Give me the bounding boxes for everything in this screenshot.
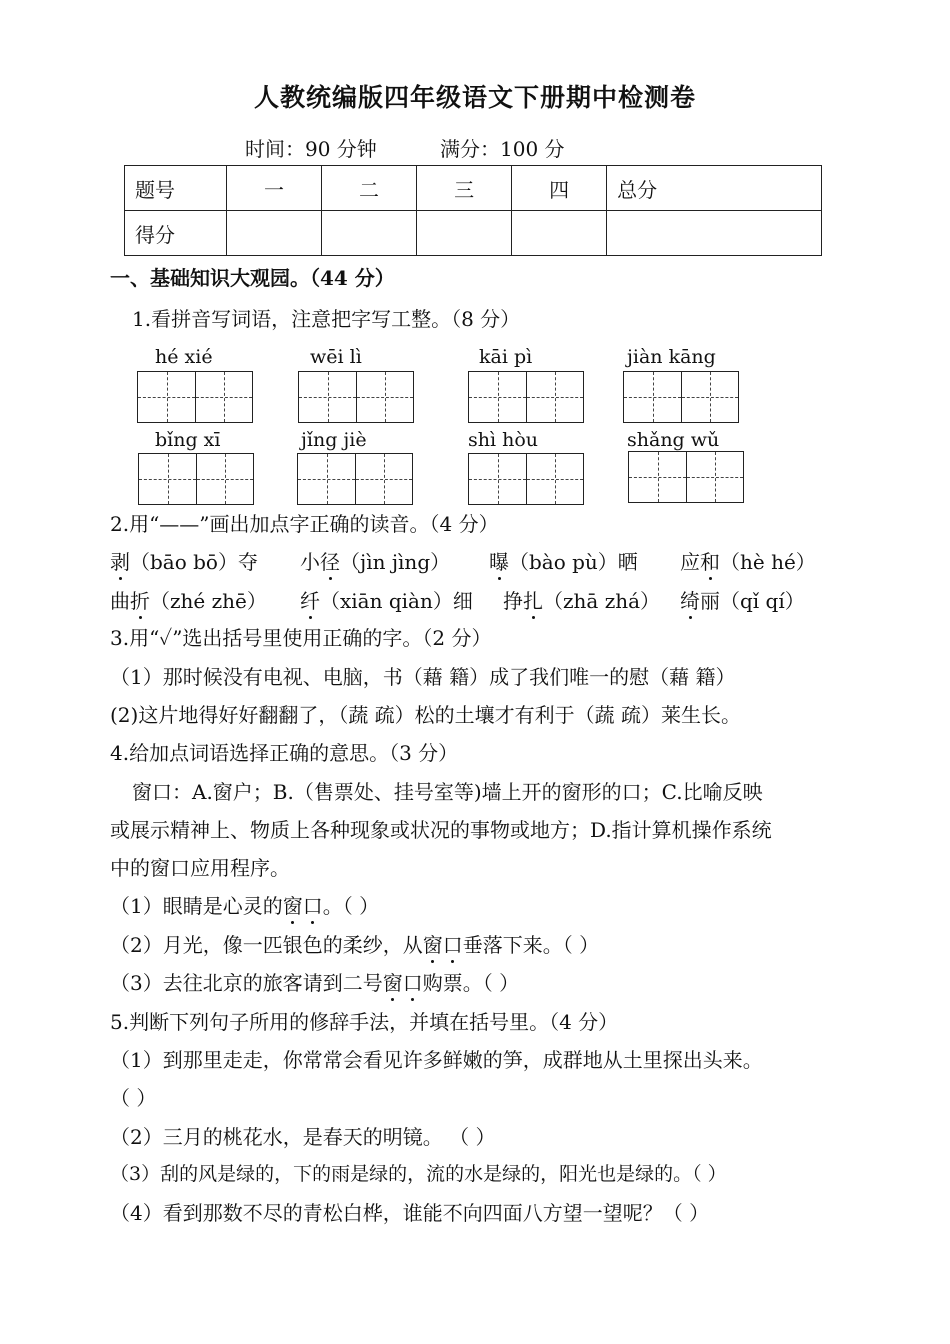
question-3-sentence[interactable]: (2)这片地得好好翻翻了，（蔬 疏）松的土壤才有利于（蔬 疏）莱生长。 <box>110 703 742 727</box>
grid-cell[interactable] <box>299 372 356 422</box>
answer-blank[interactable]: 垂落下来。（ ） <box>462 933 600 957</box>
pinyin-label: shǎng wǔ <box>627 429 720 451</box>
score-table-cell: 总分 <box>607 166 822 211</box>
answer-blank[interactable]: 。（ ） <box>322 894 380 918</box>
score-table <box>124 165 822 256</box>
dotted-char: 折 <box>130 585 150 614</box>
score-table-cell: 三 <box>417 166 512 211</box>
pronunciation-item <box>110 585 267 614</box>
question-5-sentence[interactable]: （4）看到那数不尽的青松白桦，谁能不向四面八方望一望呢？（ ） <box>110 1201 710 1225</box>
pinyin-label: shì hòu <box>468 429 539 451</box>
writing-grid[interactable] <box>298 371 414 423</box>
dotted-char: 和 <box>700 546 720 575</box>
grid-cell[interactable] <box>139 454 196 504</box>
dotted-char: 口 <box>443 929 463 958</box>
item-options[interactable]: （zhé zhē） <box>150 589 267 613</box>
dotted-char: 径 <box>320 546 340 575</box>
grid-cell[interactable] <box>681 372 738 422</box>
grid-cell[interactable] <box>629 452 686 502</box>
dotted-char: 扎 <box>523 585 543 614</box>
item-text: 小 <box>300 550 320 574</box>
pinyin-label: jiàn kāng <box>627 346 716 368</box>
dotted-char: 剥 <box>110 546 130 575</box>
pinyin-label: bǐng xī <box>155 429 221 451</box>
item-options[interactable]: （xiān qiàn）细 <box>320 589 473 613</box>
question-3-prompt: 3.用“✓”选出括号里使用正确的字。（2 分） <box>110 626 492 650</box>
sentence-text: （3）去往北京的旅客请到二号 <box>110 971 383 995</box>
pinyin-label: wēi lì <box>310 346 362 368</box>
item-options[interactable]: （bào pù）晒 <box>509 550 638 574</box>
item-options[interactable]: （jìn jìng） <box>340 550 451 574</box>
dotted-char: 窗 <box>283 890 303 919</box>
page-title: 人教统编版四年级语文下册期中检测卷 <box>253 83 696 112</box>
grid-cell[interactable] <box>526 454 583 504</box>
definition-text: 或展示精神上、物质上各种现象或状况的事物或地方；D.指计算机操作系统 <box>110 818 772 842</box>
grid-cell[interactable] <box>526 372 583 422</box>
pronunciation-item <box>489 546 638 575</box>
full-score: 满分：100 分 <box>440 137 565 161</box>
question-3-sentence[interactable]: （1）那时候没有电视、电脑，书（藉 籍）成了我们唯一的慰（藉 籍） <box>110 665 736 689</box>
score-table-cell: 四 <box>512 166 607 211</box>
dotted-char: 口 <box>403 967 423 996</box>
definition-text: 中的窗口应用程序。 <box>110 856 290 880</box>
grid-cell[interactable] <box>469 454 526 504</box>
writing-grid[interactable] <box>468 453 584 505</box>
question-4-sentence[interactable] <box>110 890 379 919</box>
score-input-cell[interactable] <box>227 211 322 256</box>
sentence-text: （2）月光，像一匹银色的柔纱，从 <box>110 933 423 957</box>
pronunciation-item <box>110 546 258 575</box>
question-5-sentence: （1）到那里走走，你常常会看见许多鲜嫩的笋，成群地从土里探出头来。 <box>110 1048 763 1072</box>
score-table-cell: 得分 <box>125 211 227 256</box>
question-4-sentence[interactable] <box>110 967 519 996</box>
pronunciation-item <box>300 585 473 614</box>
score-table-header-row <box>125 166 822 211</box>
score-input-cell[interactable] <box>512 211 607 256</box>
pinyin-label: hé xié <box>155 346 213 368</box>
item-text: 挣 <box>503 589 523 613</box>
grid-cell[interactable] <box>196 454 253 504</box>
score-input-cell[interactable] <box>417 211 512 256</box>
answer-blank[interactable]: 购票。（ ） <box>422 971 520 995</box>
question-5-sentence[interactable]: （2）三月的桃花水，是春天的明镜。 （ ） <box>110 1125 496 1149</box>
score-input-cell[interactable] <box>322 211 417 256</box>
pinyin-label: kāi pì <box>479 346 533 368</box>
grid-cell[interactable] <box>355 454 412 504</box>
pronunciation-item <box>503 585 660 614</box>
grid-cell[interactable] <box>686 452 743 502</box>
score-table-score-row <box>125 211 822 256</box>
dotted-char: 窗 <box>423 929 443 958</box>
exam-time: 时间：90 分钟 <box>245 137 377 161</box>
pinyin-label: jǐng jiè <box>301 429 367 451</box>
item-options[interactable]: （hè hé） <box>720 550 816 574</box>
item-text: 曲 <box>110 589 130 613</box>
question-4-prompt: 4.给加点词语选择正确的意思。（3 分） <box>110 741 459 765</box>
score-table-cell: 二 <box>322 166 417 211</box>
writing-grid[interactable] <box>297 453 413 505</box>
grid-cell[interactable] <box>356 372 413 422</box>
grid-cell[interactable] <box>624 372 681 422</box>
score-table-cell: 一 <box>227 166 322 211</box>
question-1-prompt: 1.看拼音写词语，注意把字写工整。（8 分） <box>132 307 521 331</box>
dotted-char: 曝 <box>489 546 509 575</box>
writing-grid[interactable] <box>137 371 253 423</box>
writing-grid[interactable] <box>623 371 739 423</box>
question-2-prompt: 2.用“——”画出加点字正确的读音。（4 分） <box>110 512 499 536</box>
grid-cell[interactable] <box>469 372 526 422</box>
question-4-sentence[interactable] <box>110 929 599 958</box>
sentence-text: （1）眼睛是心灵的 <box>110 894 283 918</box>
item-text: 应 <box>680 550 700 574</box>
dotted-char: 窗 <box>383 967 403 996</box>
question-5-sentence[interactable]: （3）刮的风是绿的，下的雨是绿的，流的水是绿的，阳光也是绿的。（ ） <box>110 1163 727 1185</box>
writing-grid[interactable] <box>138 453 254 505</box>
item-options[interactable]: （zhā zhá） <box>543 589 661 613</box>
writing-grid[interactable] <box>468 371 584 423</box>
pronunciation-item <box>300 546 450 575</box>
score-input-cell[interactable] <box>607 211 822 256</box>
pronunciation-item <box>680 546 816 575</box>
section-heading: 一、基础知识大观园。（44 分） <box>110 266 395 290</box>
definition-text: 窗口：A.窗户；B.（售票处、挂号室等)墙上开的窗形的口；C.比喻反映 <box>132 780 763 804</box>
item-options[interactable]: （bāo bō）夺 <box>130 550 258 574</box>
score-table-cell: 题号 <box>125 166 227 211</box>
writing-grid[interactable] <box>628 451 744 503</box>
dotted-char: 绮 <box>680 585 700 614</box>
answer-blank[interactable]: （ ） <box>110 1086 157 1110</box>
question-5-prompt: 5.判断下列句子所用的修辞手法，并填在括号里。（4 分） <box>110 1010 619 1034</box>
item-options[interactable]: 丽（qǐ qí） <box>700 589 805 613</box>
pronunciation-item <box>680 585 805 614</box>
grid-cell[interactable] <box>138 372 195 422</box>
grid-cell[interactable] <box>195 372 252 422</box>
dotted-char: 纤 <box>300 585 320 614</box>
dotted-char: 口 <box>303 890 323 919</box>
grid-cell[interactable] <box>298 454 355 504</box>
